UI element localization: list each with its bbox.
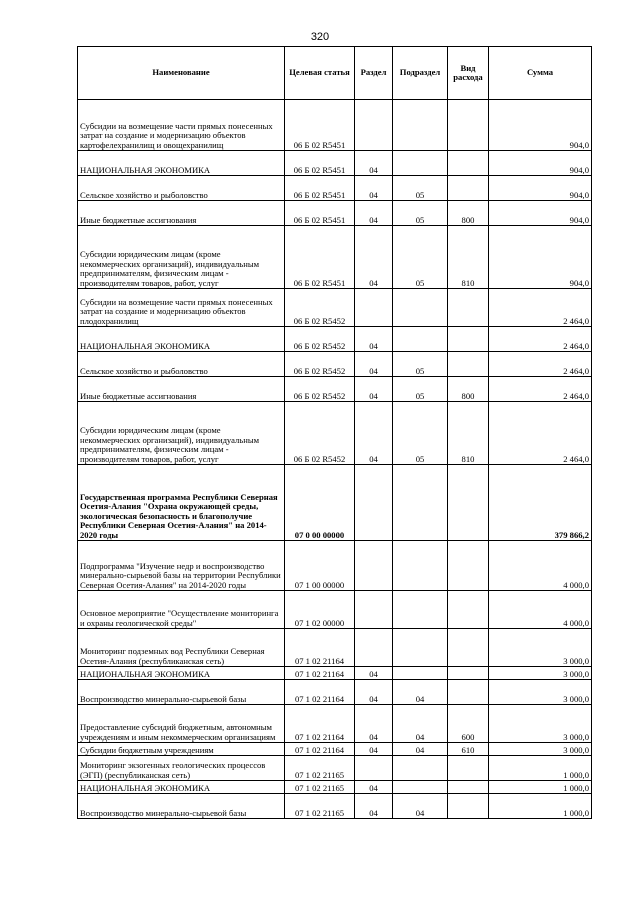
cell-amount: 4 000,0 (489, 591, 592, 629)
cell-target: 06 Б 02 R5452 (285, 289, 355, 327)
cell-subsection: 05 (393, 201, 448, 226)
cell-target: 07 0 00 00000 (285, 465, 355, 541)
table-body (78, 100, 592, 819)
cell-name: Сельское хозяйство и рыболовство (78, 352, 285, 377)
cell-subsection: 05 (393, 377, 448, 402)
cell-section (355, 591, 393, 629)
table-row (78, 151, 592, 176)
table-row (78, 541, 592, 591)
cell-expense-type (448, 327, 489, 352)
header-name: Наименование (78, 47, 285, 100)
cell-target: 06 Б 02 R5451 (285, 226, 355, 289)
cell-target: 07 1 02 21164 (285, 743, 355, 756)
header-section: Раздел (355, 47, 393, 100)
table-row (78, 591, 592, 629)
cell-target: 06 Б 02 R5452 (285, 327, 355, 352)
cell-amount: 3 000,0 (489, 705, 592, 743)
cell-expense-type (448, 352, 489, 377)
cell-subsection: 05 (393, 352, 448, 377)
table-row (78, 667, 592, 680)
cell-target: 06 Б 02 R5451 (285, 176, 355, 201)
cell-expense-type (448, 591, 489, 629)
cell-expense-type (448, 794, 489, 819)
cell-subsection (393, 327, 448, 352)
table-row (78, 377, 592, 402)
cell-name: Воспроизводство минерально-сырьевой базы (78, 794, 285, 819)
cell-subsection: 04 (393, 705, 448, 743)
cell-expense-type (448, 151, 489, 176)
cell-target: 07 1 02 21164 (285, 680, 355, 705)
table-row (78, 756, 592, 781)
table-row (78, 629, 592, 667)
cell-target: 06 Б 02 R5451 (285, 201, 355, 226)
cell-amount: 904,0 (489, 151, 592, 176)
table-row (78, 226, 592, 289)
table-row (78, 743, 592, 756)
table-row (78, 289, 592, 327)
table-header-row (78, 47, 592, 100)
header-target: Целевая статья (285, 47, 355, 100)
cell-name: НАЦИОНАЛЬНАЯ ЭКОНОМИКА (78, 327, 285, 352)
cell-expense-type (448, 465, 489, 541)
cell-section (355, 100, 393, 151)
cell-target: 06 Б 02 R5452 (285, 352, 355, 377)
cell-name: НАЦИОНАЛЬНАЯ ЭКОНОМИКА (78, 151, 285, 176)
cell-amount: 904,0 (489, 176, 592, 201)
cell-amount: 2 464,0 (489, 327, 592, 352)
table-row (78, 176, 592, 201)
cell-expense-type (448, 756, 489, 781)
cell-amount: 3 000,0 (489, 743, 592, 756)
cell-target: 07 1 02 21165 (285, 794, 355, 819)
cell-name: Мониторинг экзогенных геологических процессов (ЭГП) (республиканская сеть) (78, 756, 285, 781)
header-expense-type: Вид расхода (448, 47, 489, 100)
cell-name: Мониторинг подземных вод Республики Северная Осетия-Алания (республиканская сеть) (78, 629, 285, 667)
cell-name: Подпрограмма "Изучение недр и воспроизводство минерально-сырьевой базы на территории Республики Северная Осетия-Алания" на 2014-2020 годы (78, 541, 285, 591)
cell-amount: 2 464,0 (489, 377, 592, 402)
cell-amount: 2 464,0 (489, 352, 592, 377)
cell-section: 04 (355, 327, 393, 352)
cell-expense-type: 810 (448, 402, 489, 465)
cell-amount: 1 000,0 (489, 756, 592, 781)
cell-expense-type: 810 (448, 226, 489, 289)
cell-expense-type: 600 (448, 705, 489, 743)
cell-expense-type (448, 176, 489, 201)
cell-amount: 904,0 (489, 226, 592, 289)
table-row (78, 327, 592, 352)
cell-expense-type (448, 629, 489, 667)
cell-name: Иные бюджетные ассигнования (78, 201, 285, 226)
cell-target: 06 Б 02 R5451 (285, 100, 355, 151)
cell-section: 04 (355, 794, 393, 819)
cell-target: 07 1 02 21164 (285, 667, 355, 680)
cell-subsection: 05 (393, 226, 448, 289)
cell-target: 06 Б 02 R5452 (285, 402, 355, 465)
cell-subsection (393, 591, 448, 629)
cell-target: 06 Б 02 R5452 (285, 377, 355, 402)
cell-amount: 379 866,2 (489, 465, 592, 541)
cell-target: 07 1 02 21165 (285, 781, 355, 794)
cell-subsection: 05 (393, 176, 448, 201)
cell-name: Субсидии юридическим лицам (кроме некоммерческих организаций), индивидуальным предпринимателям, физическим лицам - производителям товаров, работ, услуг (78, 226, 285, 289)
cell-subsection: 04 (393, 680, 448, 705)
table-row (78, 402, 592, 465)
table-row (78, 352, 592, 377)
table-row (78, 794, 592, 819)
cell-section: 04 (355, 743, 393, 756)
cell-name: Субсидии на возмещение части прямых понесенных затрат на создание и модернизацию объектов картофелехранилищ и овощехранилищ (78, 100, 285, 151)
cell-section (355, 541, 393, 591)
cell-target: 07 1 02 21165 (285, 756, 355, 781)
cell-expense-type (448, 541, 489, 591)
cell-section: 04 (355, 705, 393, 743)
cell-expense-type (448, 680, 489, 705)
cell-amount: 4 000,0 (489, 541, 592, 591)
cell-expense-type: 800 (448, 201, 489, 226)
cell-amount: 3 000,0 (489, 680, 592, 705)
header-amount: Сумма (489, 47, 592, 100)
cell-name: НАЦИОНАЛЬНАЯ ЭКОНОМИКА (78, 667, 285, 680)
cell-name: Иные бюджетные ассигнования (78, 377, 285, 402)
cell-name: Воспроизводство минерально-сырьевой базы (78, 680, 285, 705)
header-subsection: Подраздел (393, 47, 448, 100)
cell-target: 07 1 02 00000 (285, 591, 355, 629)
cell-expense-type (448, 781, 489, 794)
cell-subsection (393, 465, 448, 541)
cell-subsection (393, 629, 448, 667)
cell-subsection (393, 667, 448, 680)
cell-expense-type (448, 100, 489, 151)
cell-name: Государственная программа Республики Северная Осетия-Алания "Охрана окружающей среды, экологическая безопасность и благополучие Республики Северная Осетия-Алания" на 2014-2020 годы (78, 465, 285, 541)
cell-subsection (393, 289, 448, 327)
cell-section (355, 289, 393, 327)
cell-section: 04 (355, 352, 393, 377)
cell-subsection (393, 781, 448, 794)
cell-amount: 904,0 (489, 100, 592, 151)
cell-subsection (393, 100, 448, 151)
cell-section: 04 (355, 226, 393, 289)
cell-section: 04 (355, 667, 393, 680)
cell-section (355, 756, 393, 781)
cell-amount: 3 000,0 (489, 629, 592, 667)
table-row (78, 705, 592, 743)
cell-section (355, 629, 393, 667)
cell-amount: 904,0 (489, 201, 592, 226)
table-row (78, 465, 592, 541)
table-row (78, 201, 592, 226)
cell-section: 04 (355, 781, 393, 794)
cell-target: 06 Б 02 R5451 (285, 151, 355, 176)
cell-amount: 2 464,0 (489, 402, 592, 465)
cell-name: Субсидии юридическим лицам (кроме некоммерческих организаций), индивидуальным предпринимателям, физическим лицам - производителям товаров, работ, услуг (78, 402, 285, 465)
cell-name: Предоставление субсидий бюджетным, автономным учреждениям и иным некоммерческим организациям (78, 705, 285, 743)
cell-amount: 2 464,0 (489, 289, 592, 327)
cell-amount: 1 000,0 (489, 781, 592, 794)
cell-section: 04 (355, 176, 393, 201)
cell-name: Субсидии на возмещение части прямых понесенных затрат на создание и модернизацию объектов плодохранилищ (78, 289, 285, 327)
cell-expense-type (448, 667, 489, 680)
cell-amount: 1 000,0 (489, 794, 592, 819)
cell-section: 04 (355, 377, 393, 402)
cell-amount: 3 000,0 (489, 667, 592, 680)
cell-section (355, 465, 393, 541)
table-row (78, 781, 592, 794)
cell-expense-type (448, 289, 489, 327)
cell-section: 04 (355, 151, 393, 176)
cell-name: Субсидии бюджетным учреждениям (78, 743, 285, 756)
cell-subsection: 04 (393, 743, 448, 756)
cell-section: 04 (355, 680, 393, 705)
cell-section: 04 (355, 201, 393, 226)
page-number: 320 (310, 31, 330, 43)
cell-subsection: 04 (393, 794, 448, 819)
cell-subsection: 05 (393, 402, 448, 465)
cell-target: 07 1 02 21164 (285, 705, 355, 743)
table-row (78, 100, 592, 151)
cell-name: Основное мероприятие "Осуществление мониторинга и охраны геологической среды" (78, 591, 285, 629)
table-row (78, 680, 592, 705)
cell-expense-type: 610 (448, 743, 489, 756)
cell-name: Сельское хозяйство и рыболовство (78, 176, 285, 201)
cell-target: 07 1 00 00000 (285, 541, 355, 591)
cell-section: 04 (355, 402, 393, 465)
cell-name: НАЦИОНАЛЬНАЯ ЭКОНОМИКА (78, 781, 285, 794)
cell-subsection (393, 756, 448, 781)
cell-subsection (393, 151, 448, 176)
cell-expense-type: 800 (448, 377, 489, 402)
cell-target: 07 1 02 21164 (285, 629, 355, 667)
cell-subsection (393, 541, 448, 591)
budget-table (77, 46, 592, 819)
